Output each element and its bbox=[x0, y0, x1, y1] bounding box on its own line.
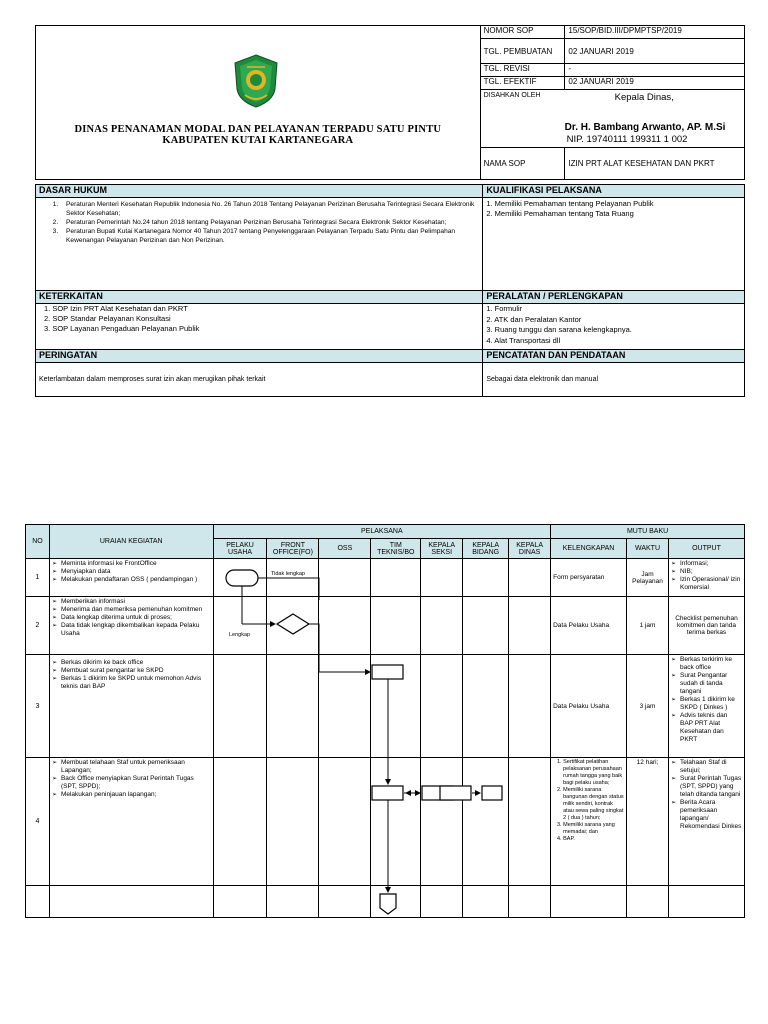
col-output: OUTPUT bbox=[669, 539, 745, 559]
dasar-hukum-item: 1. Peraturan Menteri Kesehatan Republik Indonesia No. 26 Tahun 2018 Tentang Pelayanan Perizinan Berusaha Terintegrasi Secara Elektronik Sektor Kesehatan; bbox=[60, 200, 480, 218]
col-kepala-dinas: KEPALA DINAS bbox=[509, 539, 551, 559]
peralatan-item: 1. Formulir bbox=[486, 304, 523, 313]
peralatan-item: 3. Ruang tunggu dan sarana kelengkapnya. bbox=[486, 325, 632, 334]
peralatan-item: 4. Alat Transportasi dll bbox=[486, 335, 561, 345]
kualifikasi-item: 2. Memiliki Pemahaman tentang Tata Ruang bbox=[486, 209, 634, 218]
approver-name: Dr. H. Bambang Arwanto, AP. M.Si bbox=[564, 122, 726, 133]
list-item: ➢ Izin Operasional/ izin Komersial bbox=[680, 576, 742, 592]
list-item: ➢ Membuat surat pengantar ke SKPD bbox=[61, 667, 211, 675]
meta-label: TGL. PEMBUATAN bbox=[480, 39, 565, 64]
list-item: ➢ NIB; bbox=[680, 568, 742, 576]
row-kelengkapan bbox=[551, 758, 627, 886]
dasar-hukum-item: 3. Peraturan Bupati Kutai Kartanegara Nomor 40 Tahun 2017 tentang Penyelenggaraan Pelayanan Terpadu Satu Pintu dan Pelimpahan Kewenangan Pelayanan Perizinan dan Non Perizinan. bbox=[60, 227, 480, 245]
col-pelaksana: PELAKSANA bbox=[213, 525, 551, 539]
pencatatan-title: PENCATATAN DAN PENDATAAN bbox=[483, 350, 745, 363]
list-item: ➢ Back Office menyiapkan Surat Perintah Tugas (SPT, SPPD); bbox=[61, 775, 211, 791]
list-item: ➢ Surat Pengantar sudah di tanda tangani bbox=[680, 672, 742, 696]
nama-sop-label: NAMA SOP bbox=[480, 148, 565, 180]
col-kelengkapan: KELENGKAPAN bbox=[551, 539, 627, 559]
peralatan-list bbox=[483, 304, 745, 350]
pencatatan-text: Sebagai data elektronik dan manual bbox=[483, 363, 745, 397]
row-waktu: Jam Pelayanan bbox=[627, 559, 669, 597]
list-item: ➢ Informasi; bbox=[680, 560, 742, 568]
list-item: ➢ Menerima dan memeriksa pemenuhan komitmen bbox=[61, 606, 211, 614]
peralatan-title: PERALATAN / PERLENGKAPAN bbox=[483, 291, 745, 304]
list-item: ➢ Melakukan pendaftaran OSS ( pendampingan ) bbox=[61, 576, 211, 584]
col-pelaku-usaha: PELAKU USAHA bbox=[213, 539, 267, 559]
list-item: ➢ Berkas dikirim ke back office bbox=[61, 659, 211, 667]
sop-identity-table bbox=[35, 25, 745, 180]
legal-basis-table bbox=[35, 184, 745, 397]
col-tim-teknis: TIM TEKNIS/BO bbox=[371, 539, 421, 559]
flow-label-tidak-lengkap: Tidak lengkap bbox=[271, 571, 306, 577]
row-no: 4 bbox=[26, 758, 50, 886]
list-item: ➢ Berkas 1 dikirim ke SKPD untuk memohon Advis teknis dan BAP bbox=[61, 675, 211, 691]
table-row bbox=[26, 758, 745, 886]
org-name-line2: KABUPATEN KUTAI KARTANEGARA bbox=[162, 135, 354, 146]
keterkaitan-item: 2. SOP Standar Pelayanan Konsultasi bbox=[44, 314, 171, 323]
list-item: ➢ Menyiapkan data bbox=[61, 568, 211, 576]
row-kelengkapan: Data Pelaku Usaha bbox=[551, 655, 627, 758]
row-no: 3 bbox=[26, 655, 50, 758]
org-cell bbox=[36, 26, 481, 180]
col-uraian: URAIAN KEGIATAN bbox=[49, 525, 213, 559]
keterkaitan-title: KETERKAITAN bbox=[36, 291, 483, 304]
col-no: NO bbox=[26, 525, 50, 559]
meta-value: 15/SOP/BID.III/DPMPTSP/2019 bbox=[565, 26, 745, 39]
col-kepala-seksi: KEPALA SEKSI bbox=[421, 539, 463, 559]
row-waktu: 12 hari; bbox=[627, 758, 669, 886]
procedure-table bbox=[25, 524, 745, 918]
row-waktu: 1 jam bbox=[627, 597, 669, 655]
peringatan-text: Keterlambatan dalam memproses surat izin akan merugikan pihak terkait bbox=[36, 363, 483, 397]
list-item: ➢ Surat Perintah Tugas (SPT, SPPD) yang telah ditanda tangani bbox=[680, 775, 742, 799]
dasar-hukum-title: DASAR HUKUM bbox=[36, 185, 483, 198]
meta-label: TGL. REVISI bbox=[480, 64, 565, 77]
col-front-office: FRONT OFFICE(FO) bbox=[267, 539, 319, 559]
meta-label: NOMOR SOP bbox=[480, 26, 565, 39]
meta-value: 02 JANUARI 2019 bbox=[565, 39, 745, 64]
list-item: ➢ Memberikan informasi bbox=[61, 598, 211, 606]
flow-label-lengkap: Lengkap bbox=[229, 632, 251, 638]
peralatan-item: 2. ATK dan Peralatan Kantor bbox=[486, 314, 582, 324]
list-item: ➢ Berkas terkirim ke back office bbox=[680, 656, 742, 672]
list-item: 3. Memiliki sarana yang memadai; dan bbox=[563, 822, 624, 836]
row-waktu: 3 jam bbox=[627, 655, 669, 758]
table-row bbox=[26, 597, 745, 655]
col-kepala-bidang: KEPALA BIDANG bbox=[463, 539, 509, 559]
kualifikasi-list bbox=[483, 198, 745, 291]
meta-label: TGL. EFEKTIF bbox=[480, 77, 565, 90]
row-uraian bbox=[49, 758, 213, 886]
kutai-kartanegara-logo bbox=[233, 53, 279, 109]
row-uraian bbox=[49, 559, 213, 597]
row-uraian bbox=[49, 597, 213, 655]
row-uraian bbox=[49, 655, 213, 758]
table-row bbox=[26, 886, 745, 918]
list-item: ➢ Meminta informasi ke FrontOffice bbox=[61, 560, 211, 568]
keterkaitan-list bbox=[36, 304, 483, 350]
row-no: 2 bbox=[26, 597, 50, 655]
row-output bbox=[669, 655, 745, 758]
list-item: ➢ Membuat telahaan Staf untuk pemeriksaan Lapangan; bbox=[61, 759, 211, 775]
approver-nip: NIP. 19740111 199311 1 002 bbox=[566, 134, 688, 145]
org-name-line1: DINAS PENANAMAN MODAL DAN PELAYANAN TERPADU SATU PINTU bbox=[74, 124, 442, 135]
dasar-hukum-item: 2. Peraturan Pemerintah No.24 tahun 2018 tentang Pelayanan Perizinan Berusaha Terintegrasi Secara Elektronik Sektor Kesehatan; bbox=[60, 218, 480, 227]
list-item: ➢ Telahaan Staf di setujui; bbox=[680, 759, 742, 775]
keterkaitan-item: 1. SOP Izin PRT Alat Kesehatan dan PKRT bbox=[44, 304, 188, 313]
list-item: ➢ Berita Acara pemeriksaan lapangan/ Rekomendasi Dinkes bbox=[680, 799, 742, 831]
list-item: ➢ Data lengkap diterima untuk di proses; bbox=[61, 614, 211, 622]
list-item: ➢ Data tidak lengkap dikembalikan kepada Pelaku Usaha bbox=[61, 622, 211, 638]
list-item: ➢ Melakukan peninjauan lapangan; bbox=[61, 791, 211, 799]
list-item: ➢ Berkas 1 dikirim ke SKPD ( Dinkes ) bbox=[680, 696, 742, 712]
approval-cell bbox=[480, 90, 744, 148]
row-output bbox=[669, 559, 745, 597]
kualifikasi-item: 1. Memiliki Pemahaman tentang Pelayanan Publik bbox=[486, 199, 654, 208]
peringatan-title: PERINGATAN bbox=[36, 350, 483, 363]
keterkaitan-item: 3. SOP Layanan Pengaduan Pelayanan Publik bbox=[44, 324, 200, 333]
row-kelengkapan: Form persyaratan bbox=[551, 559, 627, 597]
dasar-hukum-list bbox=[36, 198, 483, 291]
col-waktu: WAKTU bbox=[627, 539, 669, 559]
list-item: 4. BAP. bbox=[563, 836, 624, 843]
row-no: 1 bbox=[26, 559, 50, 597]
table-row bbox=[26, 655, 745, 758]
table-row bbox=[26, 559, 745, 597]
row-output: Checklist pemenuhan komitmen dan tanda terima berkas bbox=[669, 597, 745, 655]
list-item: 1. Sertifikat pelatihan pelaksanan perusahaan rumah tangga yang baik bagi pelaku usaha; bbox=[563, 759, 624, 787]
list-item: ➢ Advis teknis dan BAP PRT Alat Kesehatan dan PKRT bbox=[680, 712, 742, 744]
meta-value: 02 JANUARI 2019 bbox=[565, 77, 745, 90]
list-item: 2. Memiliki sarana bangunan dengan status milik sendiri, kontrak atau sewa paling singkat 2 ( dua ) tahun; bbox=[563, 787, 624, 822]
col-mutu-baku: MUTU BAKU bbox=[551, 525, 745, 539]
col-oss: OSS bbox=[319, 539, 371, 559]
kualifikasi-title: KUALIFIKASI PELAKSANA bbox=[483, 185, 745, 198]
nama-sop-value: IZIN PRT ALAT KESEHATAN DAN PKRT bbox=[565, 148, 745, 180]
approval-title: Kepala Dinas, bbox=[614, 92, 674, 103]
approval-label: DISAHKAN OLEH bbox=[483, 92, 541, 99]
row-kelengkapan: Data Pelaku Usaha bbox=[551, 597, 627, 655]
row-output bbox=[669, 758, 745, 886]
meta-value: - bbox=[565, 64, 745, 77]
